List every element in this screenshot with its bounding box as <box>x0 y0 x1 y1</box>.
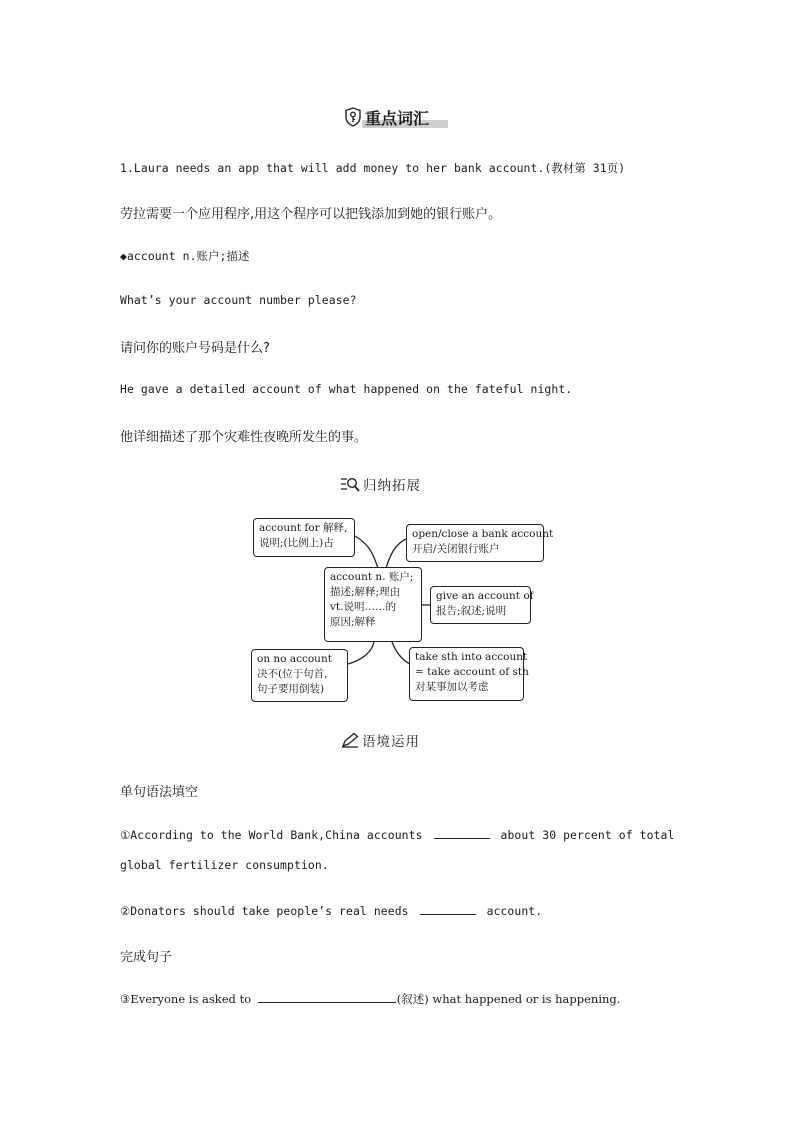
mindmap-node-bottom-right: take sth into account = take account of sth 对某事加以考虑 <box>409 647 524 701</box>
example1-cn: 请问你的账户号码是什么? <box>120 341 270 356</box>
question-2: ②Donators should take people’s real needs account. <box>120 904 543 918</box>
pencil-icon <box>341 732 359 748</box>
mindmap-node-top-right: open/close a bank account 开启/关闭银行账户 <box>406 524 544 562</box>
exercise2-heading: 完成句子 <box>120 950 173 965</box>
mindmap-node-bottom-left: on no account 决不(位于句首, 句子要用倒装) <box>251 649 348 702</box>
usage-heading-block <box>341 730 420 750</box>
question-3: ③Everyone is asked to (叙述) what happened or is happening. <box>120 992 621 1006</box>
mindmap-node-center: account n. 账户; 描述;解释;理由 vt.说明……的 原因;解释 <box>324 567 422 642</box>
answer-blank-1[interactable] <box>434 826 490 839</box>
mindmap-node-top-left: account for 解释, 说明;(比例上)占 <box>253 518 355 557</box>
usage-heading: 语境运用 <box>362 734 420 750</box>
question-1-line2: global fertilizer consumption. <box>120 858 329 872</box>
item1-sentence: 1.Laura needs an app that will add money to her bank account.(教材第 31页) <box>120 161 626 175</box>
example1-en: What’s your account number please? <box>120 293 357 307</box>
item1-translation: 劳拉需要一个应用程序,用这个程序可以把钱添加到她的银行账户。 <box>120 207 502 222</box>
word-entry: ◆account n.账户;描述 <box>120 249 250 263</box>
exercise1-heading: 单句语法填空 <box>120 785 199 800</box>
section-title: 重点词汇 <box>365 108 430 128</box>
answer-blank-2[interactable] <box>420 902 476 915</box>
mindmap-node-middle-right: give an account of 报告;叙述;说明 <box>430 586 531 624</box>
summary-heading: 归纳拓展 <box>363 478 421 494</box>
answer-blank-3[interactable] <box>258 990 396 1003</box>
example2-cn: 他详细描述了那个灾难性夜晚所发生的事。 <box>120 430 368 445</box>
example2-en: He gave a detailed account of what happened on the fateful night. <box>120 382 573 396</box>
question-1: ①According to the World Bank,China accounts about 30 percent of total <box>120 828 675 842</box>
